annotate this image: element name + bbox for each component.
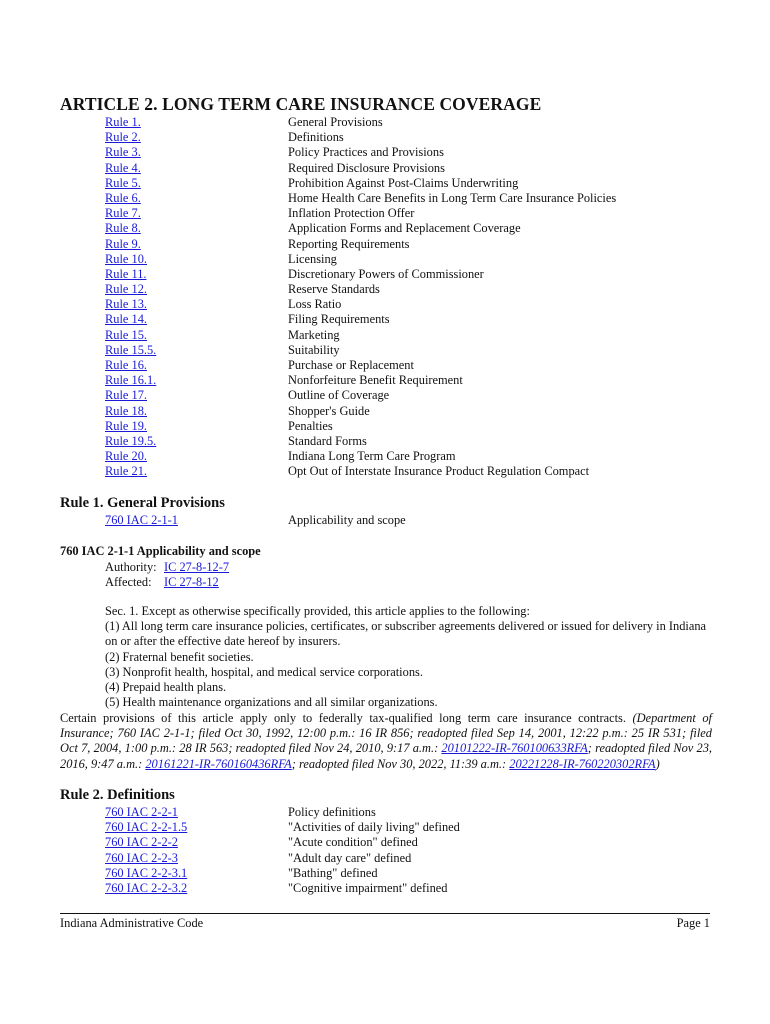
- footer-publication: Indiana Administrative Code: [60, 916, 204, 930]
- section-row: [0, 851, 770, 866]
- section-row-title: "Bathing" defined: [288, 865, 378, 880]
- section-row-link[interactable]: 760 IAC 2-2-1: [105, 805, 178, 819]
- toc-row-link[interactable]: Rule 2.: [105, 130, 141, 145]
- section-row-link[interactable]: 760 IAC 2-2-3.2: [105, 880, 188, 895]
- toc-row-link[interactable]: Rule 17.: [105, 388, 147, 403]
- toc-row-title: Opt Out of Interstate Insurance Product Regulation Compact: [288, 464, 590, 479]
- toc-row-link[interactable]: Rule 1.: [105, 115, 141, 129]
- toc-row-title: Home Health Care Benefits in Long Term Care Insurance Policies: [288, 190, 617, 205]
- toc-row-link[interactable]: Rule 15.5.: [105, 342, 157, 357]
- section-row-link[interactable]: 760 IAC 2-2-3.1: [105, 865, 188, 880]
- toc-row: [0, 267, 770, 282]
- toc-row-link[interactable]: Rule 19.: [105, 418, 147, 433]
- toc-row: [0, 176, 770, 191]
- article-title: ARTICLE 2. LONG TERM CARE INSURANCE COVERAGE: [60, 94, 542, 114]
- body-line: (1) All long term care insurance policies, certificates, or subscriber agreements delivered or issued for delivery in Indiana: [105, 619, 707, 634]
- toc-row-title: Reserve Standards: [288, 282, 380, 297]
- authority-line: [105, 560, 229, 575]
- toc-row-link[interactable]: Rule 3.: [105, 145, 141, 160]
- register-link[interactable]: 20101222-IR-760100633RFA: [441, 741, 588, 756]
- toc-row-link[interactable]: Rule 16.1.: [105, 373, 157, 388]
- body-line: on or after the effective date hereof by insurers.: [105, 634, 341, 649]
- section-row-title: Policy definitions: [288, 805, 376, 819]
- section-row: [0, 820, 770, 835]
- body-line: (2) Fraternal benefit societies.: [105, 649, 254, 664]
- toc-row: [0, 388, 770, 403]
- toc-row-title: Inflation Protection Offer: [288, 206, 415, 221]
- body-line: (5) Health maintenance organizations and all similar organizations.: [105, 695, 438, 710]
- section-row-title: "Adult day care" defined: [288, 850, 412, 865]
- toc-row-title: Outline of Coverage: [288, 388, 390, 403]
- section-row: [0, 513, 770, 528]
- section-row-link[interactable]: 760 IAC 2-2-2: [105, 835, 178, 850]
- toc-row-title: Policy Practices and Provisions: [288, 145, 444, 160]
- toc-row-link[interactable]: Rule 20.: [105, 449, 147, 464]
- register-link[interactable]: 20221228-IR-760220302RFA: [509, 756, 656, 771]
- toc-row-link[interactable]: Rule 16.: [105, 358, 147, 372]
- toc-row-link[interactable]: Rule 19.5.: [105, 433, 157, 448]
- footer-divider: [60, 913, 710, 914]
- toc-row-title: General Provisions: [288, 115, 383, 129]
- toc-row: [0, 419, 770, 434]
- toc-row-link[interactable]: Rule 8.: [105, 221, 141, 236]
- body-line: (4) Prepaid health plans.: [105, 680, 227, 695]
- toc-row-title: Purchase or Replacement: [288, 358, 414, 372]
- section-row-title: "Cognitive impairment" defined: [288, 880, 448, 895]
- section-row: [0, 805, 770, 820]
- section-heading: 760 IAC 2-1-1 Applicability and scope: [60, 544, 261, 558]
- section-row-title: "Activities of daily living" defined: [288, 820, 460, 835]
- toc-row-link[interactable]: Rule 7.: [105, 206, 141, 221]
- toc-row-title: Suitability: [288, 342, 340, 357]
- toc-row-link[interactable]: Rule 9.: [105, 236, 141, 251]
- section-row-title: Applicability and scope: [288, 513, 406, 527]
- section-row-title: "Acute condition" defined: [288, 835, 418, 850]
- closing-text: Certain provisions of this article apply only to federally tax-qualified long term care insurance contracts.: [60, 711, 626, 725]
- toc-row-title: Reporting Requirements: [288, 236, 410, 251]
- rule-1-section-list: [0, 513, 770, 528]
- affected-line: [105, 575, 219, 590]
- toc-row: [0, 191, 770, 206]
- section-row: [0, 835, 770, 850]
- table-of-contents: [0, 115, 770, 480]
- toc-row: [0, 434, 770, 449]
- toc-row-title: Loss Ratio: [288, 297, 342, 312]
- rule-2-heading: Rule 2. Definitions: [60, 787, 175, 803]
- section-body: [105, 604, 720, 710]
- closing-paragraph: [60, 711, 712, 772]
- history-text: ): [655, 756, 660, 771]
- toc-row: [0, 343, 770, 358]
- toc-row-title: Penalties: [288, 418, 333, 433]
- section-row-link[interactable]: 760 IAC 2-1-1: [105, 513, 178, 527]
- toc-row: [0, 404, 770, 419]
- toc-row: [0, 252, 770, 267]
- body-line: (3) Nonprofit health, hospital, and medical service corporations.: [105, 664, 423, 679]
- toc-row-title: Indiana Long Term Care Program: [288, 449, 456, 464]
- toc-row-link[interactable]: Rule 13.: [105, 297, 147, 312]
- affected-link[interactable]: IC 27-8-12: [164, 575, 219, 589]
- toc-row-link[interactable]: Rule 14.: [105, 312, 147, 327]
- toc-row-link[interactable]: Rule 4.: [105, 160, 141, 175]
- toc-row-title: Licensing: [288, 251, 337, 266]
- toc-row-title: Nonforfeiture Benefit Requirement: [288, 373, 463, 388]
- toc-row: [0, 312, 770, 327]
- register-link[interactable]: 20161221-IR-760160436RFA: [145, 756, 292, 771]
- section-row-link[interactable]: 760 IAC 2-2-1.5: [105, 820, 188, 835]
- history-text: ; readopted filed Nov 30, 2022, 11:39 a.m.:: [291, 756, 510, 771]
- toc-row-title: Required Disclosure Provisions: [288, 160, 445, 175]
- rule-2-section-list: [0, 805, 770, 896]
- toc-row: [0, 373, 770, 388]
- toc-row: [0, 297, 770, 312]
- toc-row-title: Marketing: [288, 327, 340, 342]
- section-row: [0, 866, 770, 881]
- history-text: ; readopted filed Nov 23, 2016, 9:47 a.m.:: [60, 741, 712, 771]
- authority-link[interactable]: IC 27-8-12-7: [164, 560, 230, 574]
- toc-row-link[interactable]: Rule 15.: [105, 327, 147, 342]
- rule-1-heading: Rule 1. General Provisions: [60, 495, 225, 511]
- toc-row: [0, 358, 770, 373]
- footer-page-number: Page 1: [676, 916, 710, 930]
- toc-row: [0, 449, 770, 464]
- toc-row-link[interactable]: Rule 6.: [105, 190, 141, 205]
- toc-row-link[interactable]: Rule 11.: [105, 266, 147, 281]
- toc-row-title: Application Forms and Replacement Coverage: [288, 221, 521, 236]
- toc-row-link[interactable]: Rule 21.: [105, 464, 147, 479]
- toc-row: [0, 464, 770, 479]
- toc-row: [0, 145, 770, 160]
- toc-row-title: Discretionary Powers of Commissioner: [288, 266, 484, 281]
- toc-row: [0, 130, 770, 145]
- section-row: [0, 881, 770, 896]
- toc-row-title: Prohibition Against Post-Claims Underwriting: [288, 175, 519, 190]
- toc-row: [0, 161, 770, 176]
- section-row-link[interactable]: 760 IAC 2-2-3: [105, 850, 178, 865]
- affected-label: Affected:: [105, 575, 152, 589]
- toc-row-title: Filing Requirements: [288, 312, 390, 327]
- toc-row: [0, 221, 770, 236]
- toc-row: [0, 206, 770, 221]
- toc-row-link[interactable]: Rule 5.: [105, 175, 141, 190]
- toc-row-title: Shopper's Guide: [288, 403, 370, 418]
- toc-row-title: Standard Forms: [288, 433, 367, 448]
- toc-row: [0, 237, 770, 252]
- toc-row-link[interactable]: Rule 10.: [105, 251, 147, 266]
- authority-label: Authority:: [105, 560, 157, 574]
- toc-row: [0, 282, 770, 297]
- toc-row: [0, 328, 770, 343]
- toc-row-link[interactable]: Rule 12.: [105, 282, 147, 297]
- history-text: (Department of Insurance; 760 IAC 2-1-1; filed Oct 30, 1992, 12:00 p.m.: 16 IR 856; readopted filed Sep 14, 2001, 12:22 p.m.: 25 IR 531; filed Oct 7, 2004, 1:00 p.m.: 28 IR 563; readopted filed Nov 24, 2010, 9:17 a.m.:: [60, 711, 712, 756]
- toc-row-link[interactable]: Rule 18.: [105, 403, 147, 418]
- toc-row: [0, 115, 770, 130]
- body-line: Sec. 1. Except as otherwise specifically provided, this article applies to the following:: [105, 604, 530, 618]
- toc-row-title: Definitions: [288, 130, 344, 145]
